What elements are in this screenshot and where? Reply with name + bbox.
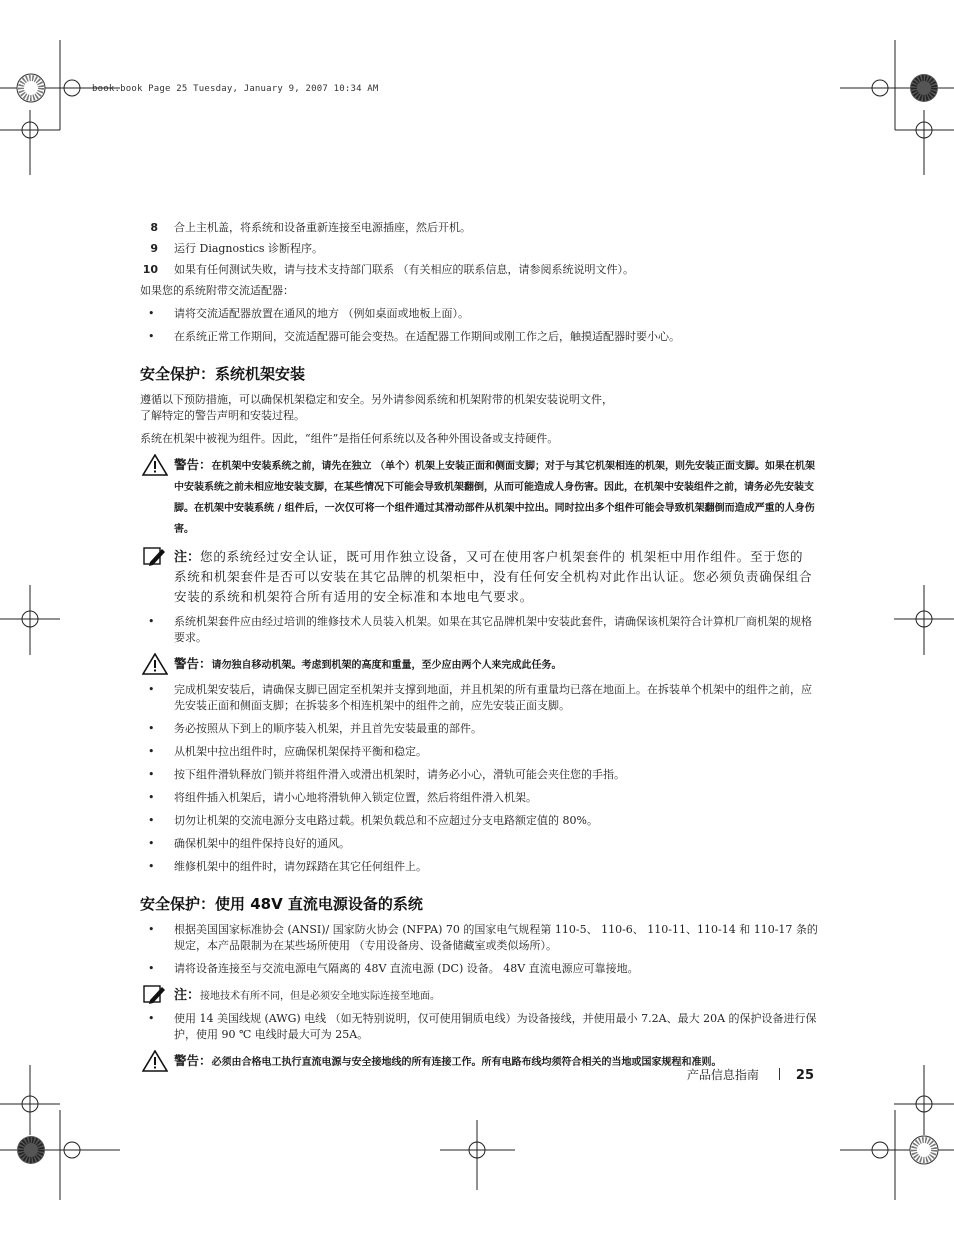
list-item-text: 维修机架中的组件时，请勿踩踏在其它任何组件上。	[174, 860, 427, 873]
bullet-icon: •	[148, 307, 155, 320]
list-item	[140, 859, 820, 875]
section-heading-rack: 安全保护：系统机架安装	[140, 365, 306, 383]
list-item	[140, 306, 820, 322]
warning-text: 必须由合格电工执行直流电源与安全接地线的所有连接工作。所有电路布线均须符合相关的当地或国家规程和准则。	[211, 1057, 722, 1068]
bullet-icon: •	[148, 330, 155, 343]
warning-triangle-icon	[142, 1050, 168, 1072]
list-item-text: 使用 14 美国线规 (AWG) 电线 （如无特别说明，仅可使用铜质电线）为设备接线，并使用最小 7.2A、最大 20A 的保护设备进行保护，使用 90 ℃ 电线时最大可为 25A。	[174, 1012, 817, 1041]
warning-text: 在机架中安装系统之前，请先在独立 （单个）机架上安装正面和侧面支脚；对于与其它机架相连的机架，则先安装正面支脚。如果在机架中安装系统之前未相应地安装支脚，在某些情况下可能会导致机架翻倒，从而可能造成人身伤害。因此，在机架中安装组件之前，请务必先安装支脚。在机架中安装系统 / 组件后，一次仅可将一个组件通过其滑动部件从机架中拉出。同时拉出多个组件可能会导致机架翻倒而造成严重的人身伤害。	[174, 461, 815, 535]
page-content	[140, 220, 820, 1079]
step-number: 10	[142, 263, 158, 276]
note-text: 接地技术有所不同，但是必须安全地实际连接至地面。	[200, 991, 441, 1002]
list-item	[140, 790, 820, 806]
warning-triangle-icon	[142, 454, 168, 476]
note-callout	[140, 546, 820, 606]
note-label: 注：	[174, 550, 201, 565]
bullet-icon: •	[148, 722, 155, 735]
footer-title: 产品信息指南	[686, 1068, 759, 1082]
step-number: 8	[150, 221, 158, 234]
list-item-text: 将组件插入机架后，请小心地将滑轨伸入锁定位置，然后将组件滑入机架。	[174, 791, 537, 804]
list-item	[140, 922, 820, 954]
rack-component-definition: 系统在机架中被视为组件。因此，“组件”是指任何系统以及各种外围设备或支持硬件。	[140, 432, 559, 445]
page-footer	[687, 1066, 814, 1083]
warning-label: 警告：	[174, 457, 212, 472]
note-pencil-icon	[142, 984, 168, 1006]
bullet-icon: •	[148, 923, 155, 936]
list-item-text: 请将设备连接至与交流电源电气隔离的 48V 直流电源 (DC) 设备。 48V 直流电源应可靠接地。	[174, 962, 639, 975]
list-item	[140, 744, 820, 760]
list-item	[140, 961, 820, 977]
note-callout	[140, 984, 820, 1003]
warning-callout	[140, 454, 820, 538]
footer-divider	[779, 1068, 780, 1080]
bullet-icon: •	[148, 962, 155, 975]
bullet-icon: •	[148, 745, 155, 758]
adapter-intro: 如果您的系统附带交流适配器：	[140, 284, 294, 297]
step-text: 合上主机盖，将系统和设备重新连接至电源插座，然后开机。	[174, 221, 471, 234]
list-item-text: 完成机架安装后，请确保支脚已固定至机架并支撑到地面，并且机架的所有重量均已落在地面上。在拆装单个机架中的组件之前，应先安装正面和侧面支脚；在拆装多个相连机架中的组件之前，应先安装正面支脚。	[174, 683, 812, 712]
list-item-text: 系统机架套件应由经过培训的维修技术人员装入机架。如果在其它品牌机架中安装此套件，请确保该机架符合计算机厂商机架的规格要求。	[174, 615, 812, 644]
list-item	[140, 813, 820, 829]
step-item	[140, 220, 820, 236]
list-item	[140, 682, 820, 714]
list-item-text: 在系统正常工作期间，交流适配器可能会变热。在适配器工作期间或刚工作之后，触摸适配器时要小心。	[174, 330, 680, 343]
list-item	[140, 614, 820, 646]
bullet-icon: •	[148, 615, 155, 628]
list-item	[140, 836, 820, 852]
page-number: 25	[795, 1068, 814, 1083]
section-heading-dc: 安全保护：使用 48V 直流电源设备的系统	[140, 895, 423, 913]
warning-triangle-icon	[142, 653, 168, 675]
list-item	[140, 1011, 820, 1043]
bullet-icon: •	[148, 814, 155, 827]
warning-callout	[140, 653, 820, 674]
list-item-text: 按下组件滑轨释放门锁并将组件滑入或滑出机架时，请务必小心，滑轨可能会夹住您的手指。	[174, 768, 625, 781]
bullet-icon: •	[148, 1012, 155, 1025]
bullet-icon: •	[148, 837, 155, 850]
step-item	[140, 241, 820, 257]
list-item-text: 请将交流适配器放置在通风的地方 （例如桌面或地板上面）。	[174, 307, 469, 320]
list-item-text: 务必按照从下到上的顺序装入机架，并且首先安装最重的部件。	[174, 722, 482, 735]
note-pencil-icon	[142, 546, 168, 568]
warning-label: 警告：	[174, 656, 212, 671]
list-item-text: 切勿让机架的交流电源分支电路过载。机架负载总和不应超过分支电路额定值的 80%。	[174, 814, 598, 827]
bullet-icon: •	[148, 683, 155, 696]
warning-text: 请勿独自移动机架。考虑到机架的高度和重量，至少应由两个人来完成此任务。	[211, 660, 562, 671]
list-item-text: 根据美国国家标准协会 (ANSI)/ 国家防火协会 (NFPA) 70 的国家电气规程第 110-5、 110-6、 110-11、110-14 和 110-17 条的规定，本产品限制为在某些场所使用 （专用设备房、设备储藏室或类似场所）。	[174, 923, 818, 952]
rack-intro	[140, 392, 820, 424]
rack-intro-line-1: 遵循以下预防措施，可以确保机架稳定和安全。另外请参阅系统和机架附带的机架安装说明文件，	[140, 393, 613, 406]
note-text: 您的系统经过安全认证，既可用作独立设备，又可在使用客户机架套件的 机架柜中用作组件。至于您的 系统和机架套件是否可以安装在其它品牌的机架柜中，没有任何安全机构对此作出认证。您必须负责确保组合安装的系统和机架符合所有适用的安全标准和本地电气要求。	[174, 549, 813, 604]
list-item	[140, 721, 820, 737]
step-item	[140, 262, 820, 278]
step-text: 如果有任何测试失败，请与技术支持部门联系 （有关相应的联系信息，请参阅系统说明文件）。	[174, 263, 634, 276]
bullet-icon: •	[148, 860, 155, 873]
rack-intro-line-2: 了解特定的警告声明和安装过程。	[140, 409, 305, 422]
list-item	[140, 767, 820, 783]
print-header: book.book Page 25 Tuesday, January 9, 2007 10:34 AM	[92, 84, 379, 94]
list-item-text: 从机架中拉出组件时，应确保机架保持平衡和稳定。	[174, 745, 427, 758]
bullet-icon: •	[148, 791, 155, 804]
bullet-icon: •	[148, 768, 155, 781]
step-text: 运行 Diagnostics 诊断程序。	[174, 242, 324, 255]
list-item-text: 确保机架中的组件保持良好的通风。	[174, 837, 350, 850]
warning-label: 警告：	[174, 1053, 212, 1068]
step-number: 9	[150, 242, 158, 255]
note-label: 注：	[174, 988, 201, 1003]
list-item	[140, 329, 820, 345]
